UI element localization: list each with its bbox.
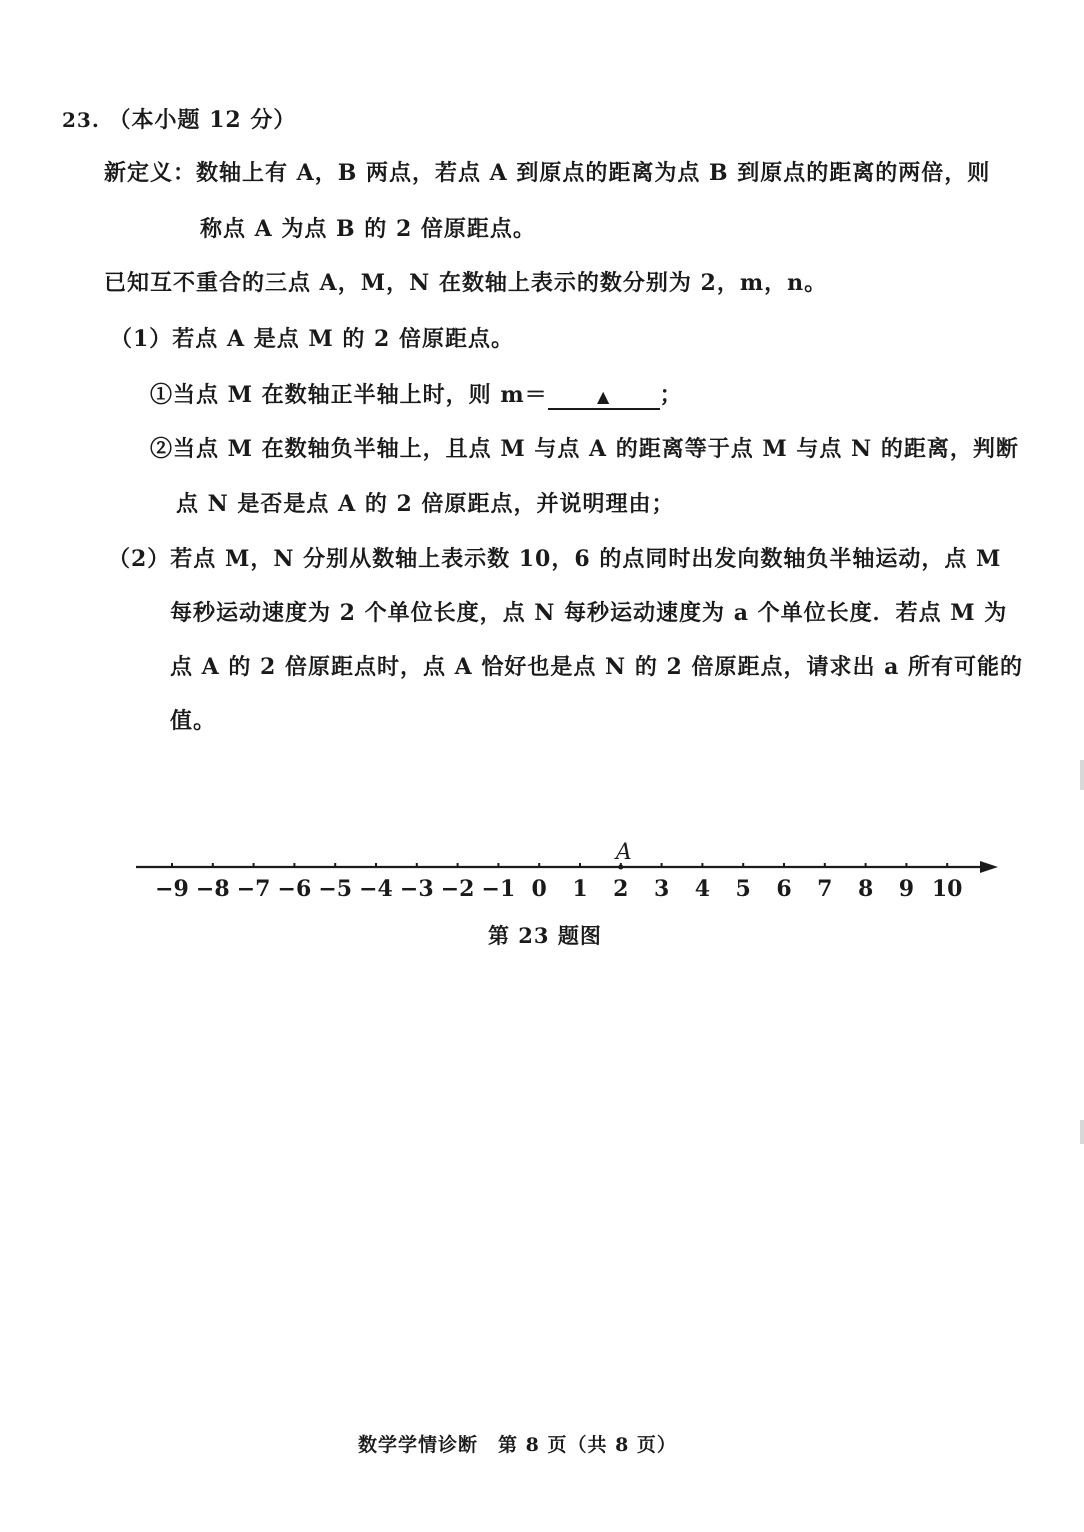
question-points: （本小题 12 分） — [108, 107, 297, 133]
part1-sub1-suffix: ； — [659, 382, 683, 408]
part1-sub2-line-1: ②当点 M 在数轴负半轴上，且点 M 与点 A 的距离等于点 M 与点 N 的距离，判断 — [150, 436, 1019, 462]
answer-blank[interactable] — [548, 384, 660, 410]
axis-tick-label: −4 — [359, 876, 393, 902]
number-line-figure — [0, 830, 1084, 910]
axis-tick-label: −8 — [195, 876, 230, 902]
axis-tick-label: −3 — [399, 876, 434, 902]
arrow-head-icon — [980, 861, 998, 873]
part2-line-2: 每秒运动速度为 2 个单位长度，点 N 每秒运动速度为 a 个单位长度．若点 M 为 — [170, 600, 1008, 626]
definition-label: 新定义： — [104, 160, 197, 186]
part2-line-1: （2）若点 M，N 分别从数轴上表示数 10，6 的点同时出发向数轴负半轴运动，点 M — [108, 546, 1002, 572]
axis-tick-label: 4 — [694, 876, 711, 902]
page-footer: 数学学情诊断 第 8 页（共 8 页） — [358, 1434, 677, 1456]
scan-edge-mark — [1080, 760, 1084, 790]
axis-tick-label: 10 — [931, 876, 963, 902]
axis-tick-label: −5 — [318, 876, 353, 902]
axis-tick-label: 9 — [898, 876, 915, 902]
question-number — [62, 103, 296, 134]
part2-line-4: 值。 — [170, 708, 217, 734]
axis-tick-label: 7 — [817, 876, 833, 902]
scan-edge-mark — [1080, 1120, 1084, 1144]
axis-tick-label: 2 — [613, 876, 629, 902]
axis-tick-label: 3 — [653, 876, 670, 902]
axis-tick-label: −6 — [277, 876, 312, 902]
axis-tick-label: −2 — [440, 876, 475, 902]
part1-intro: （1）若点 A 是点 M 的 2 倍原距点。 — [110, 326, 514, 352]
part1-sub1 — [150, 378, 683, 410]
axis-tick-label: −7 — [236, 876, 271, 902]
axis-tick-label: 8 — [857, 876, 874, 902]
triangle-marker-icon: ▲ — [596, 387, 611, 406]
axis-tick-label: 0 — [531, 876, 547, 902]
figure-caption: 第 23 题图 — [488, 923, 602, 948]
question-number-text: 23. — [62, 108, 100, 132]
point-a-label: A — [615, 840, 632, 865]
point-a-marker — [618, 865, 623, 870]
axis-tick-label: 1 — [572, 876, 588, 902]
given-statement: 已知互不重合的三点 A，M，N 在数轴上表示的数分别为 2，m，n。 — [104, 270, 828, 296]
definition-line-1 — [104, 156, 990, 187]
definition-text-1: 数轴上有 A，B 两点，若点 A 到原点的距离为点 B 到原点的距离的两倍，则 — [196, 160, 991, 186]
part1-sub2-line-2: 点 N 是否是点 A 的 2 倍原距点，并说明理由； — [176, 491, 675, 517]
axis-tick-label: 6 — [776, 876, 792, 902]
part2-line-3: 点 A 的 2 倍原距点时，点 A 恰好也是点 N 的 2 倍原距点，请求出 a 所有可能的 — [170, 654, 1024, 680]
definition-line-2: 称点 A 为点 B 的 2 倍原距点。 — [200, 216, 536, 242]
axis-tick-label: 5 — [735, 876, 751, 902]
axis-tick-label: −1 — [481, 876, 516, 902]
axis-tick-label: −9 — [155, 876, 189, 902]
part1-sub1-prefix: ①当点 M 在数轴正半轴上时，则 m＝ — [150, 382, 548, 408]
